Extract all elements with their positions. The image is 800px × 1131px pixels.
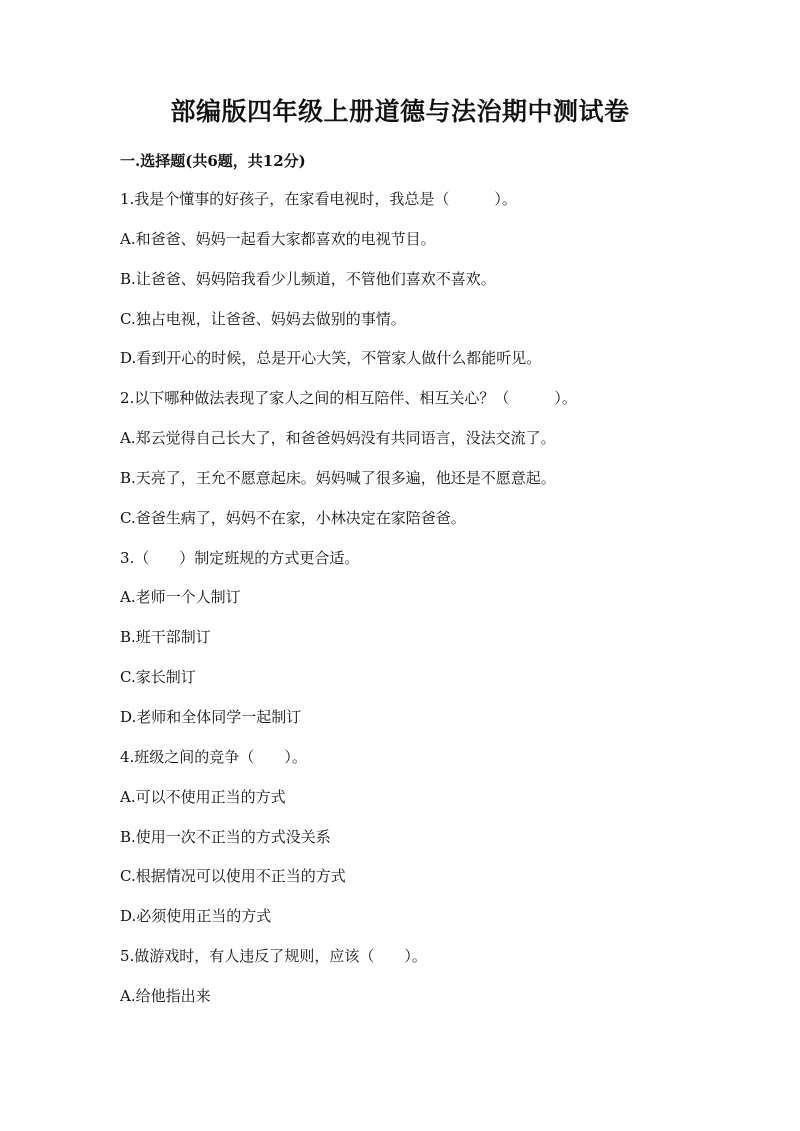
- question-1-option-a: A.和爸爸、妈妈一起看大家都喜欢的电视节目。: [120, 229, 436, 248]
- question-4-option-a: A.可以不使用正当的方式: [120, 787, 286, 806]
- question-3-option-d: D.老师和全体同学一起制订: [120, 707, 302, 726]
- question-1-option-b: B.让爸爸、妈妈陪我看少儿频道，不管他们喜欢不喜欢。: [120, 269, 496, 288]
- question-4-option-c: C.根据情况可以使用不正当的方式: [120, 867, 346, 886]
- question-2-option-c: C.爸爸生病了，妈妈不在家，小林决定在家陪爸爸。: [120, 508, 466, 527]
- question-1-option-c: C.独占电视，让爸爸、妈妈去做别的事情。: [120, 309, 406, 328]
- question-4-stem: 4.班级之间的竞争（ ）。: [120, 747, 307, 766]
- question-4-option-d: D.必须使用正当的方式: [120, 907, 272, 926]
- question-2-option-a: A.郑云觉得自己长大了，和爸爸妈妈没有共同语言，没法交流了。: [120, 429, 556, 448]
- question-5-stem: 5.做游戏时，有人违反了规则，应该（ ）。: [120, 947, 427, 966]
- question-3-option-b: B.班干部制订: [120, 628, 211, 647]
- section-heading: 一.选择题(共6题，共12分): [120, 152, 306, 170]
- question-2-stem: 2.以下哪种做法表现了家人之间的相互陪伴、相互关心？（ ）。: [120, 389, 577, 408]
- question-5-option-a: A.给他指出来: [120, 986, 211, 1005]
- question-list: [120, 185, 720, 1022]
- question-4-option-b: B.使用一次不正当的方式没关系: [120, 827, 331, 846]
- question-3-stem: 3.（ ）制定班规的方式更合适。: [120, 548, 360, 567]
- question-3-option-c: C.家长制订: [120, 668, 196, 687]
- question-1-stem: 1.我是个懂事的好孩子，在家看电视时，我总是（ ）。: [120, 190, 517, 208]
- question-3-option-a: A.老师一个人制订: [120, 588, 241, 607]
- question-2-option-b: B.天亮了，王允不愿意起床。妈妈喊了很多遍，他还是不愿意起。: [120, 468, 556, 487]
- question-1-option-d: D.看到开心的时候，总是开心大笑，不管家人做什么都能听见。: [120, 349, 542, 368]
- page-title: 部编版四年级上册道德与法治期中测试卷: [170, 97, 630, 126]
